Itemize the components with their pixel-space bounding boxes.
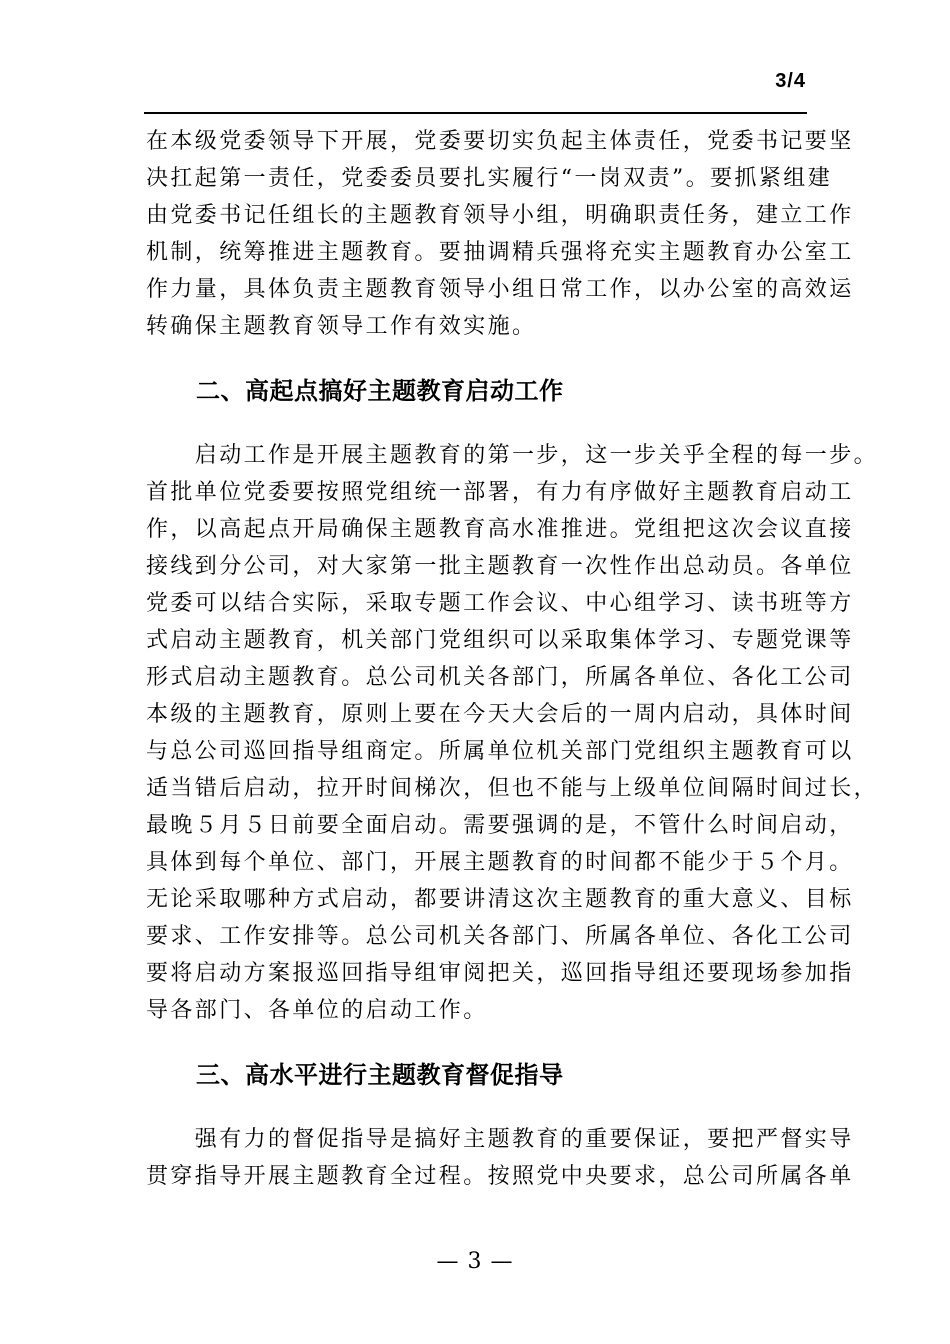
paragraph-line: 与总公司巡回指导组商定。所属单位机关部门党组织主题教育可以: [146, 739, 854, 764]
section-heading: 二、高起点搞好主题教育启动工作: [196, 377, 564, 405]
paragraph-line: 在本级党委领导下开展，党委要切实负起主体责任，党委书记要坚: [146, 129, 854, 154]
paragraph-line: 适当错后启动，拉开时间梯次，但也不能与上级单位间隔时间过长，: [146, 776, 879, 801]
paragraph-line: 形式启动主题教育。总公司机关各部门，所属各单位、各化工公司: [146, 665, 854, 690]
paragraph-line: 首批单位党委要按照党组统一部署，有力有序做好主题教育启动工: [146, 480, 854, 505]
paragraph-line: 要将启动方案报巡回指导组审阅把关，巡回指导组还要现场参加指: [146, 961, 854, 986]
paragraph-line: 启动工作是开展主题教育的第一步，这一步关乎全程的每一步。: [146, 443, 879, 468]
paragraph-line: 强有力的督促指导是搞好主题教育的重要保证，要把严督实导: [146, 1127, 854, 1152]
header-rule: [144, 112, 807, 114]
paragraph-line: 作力量，具体负责主题教育领导小组日常工作，以办公室的高效运: [146, 277, 854, 302]
paragraph-line: 具体到每个单位、部门，开展主题教育的时间都不能少于５个月。: [146, 850, 854, 875]
paragraph-line: 式启动主题教育，机关部门党组织可以采取集体学习、专题党课等: [146, 628, 854, 653]
paragraph-line: 由党委书记任组长的主题教育领导小组，明确职责任务，建立工作: [146, 203, 854, 228]
paragraph-line: 转确保主题教育领导工作有效实施。: [146, 314, 537, 339]
paragraph-line: 接线到分公司，对大家第一批主题教育一次性作出总动员。各单位: [146, 554, 854, 579]
paragraph-line: 导各部门、各单位的启动工作。: [146, 998, 488, 1023]
page-number: — 3 —: [436, 1249, 514, 1274]
section-heading: 三、高水平进行主题教育督促指导: [196, 1061, 564, 1089]
paragraph-line: 决扛起第一责任，党委委员要扎实履行“一岗双责”。要抓紧组建: [146, 166, 833, 191]
page-counter: 3/4: [775, 70, 806, 92]
paragraph-line: 党委可以结合实际，采取专题工作会议、中心组学习、读书班等方: [146, 591, 854, 616]
paragraph-line: 无论采取哪种方式启动，都要讲清这次主题教育的重大意义、目标: [146, 887, 854, 912]
paragraph-line: 作，以高起点开局确保主题教育高水准推进。党组把这次会议直接: [146, 517, 854, 542]
paragraph-line: 要求、工作安排等。总公司机关各部门、所属各单位、各化工公司: [146, 924, 854, 949]
paragraph-line: 本级的主题教育，原则上要在今天大会后的一周内启动，具体时间: [146, 702, 854, 727]
paragraph-line: 最晚５月５日前要全面启动。需要强调的是，不管什么时间启动，: [146, 813, 854, 838]
paragraph-line: 贯穿指导开展主题教育全过程。按照党中央要求，总公司所属各单: [146, 1164, 854, 1189]
paragraph-line: 机制，统筹推进主题教育。要抽调精兵强将充实主题教育办公室工: [146, 240, 854, 265]
